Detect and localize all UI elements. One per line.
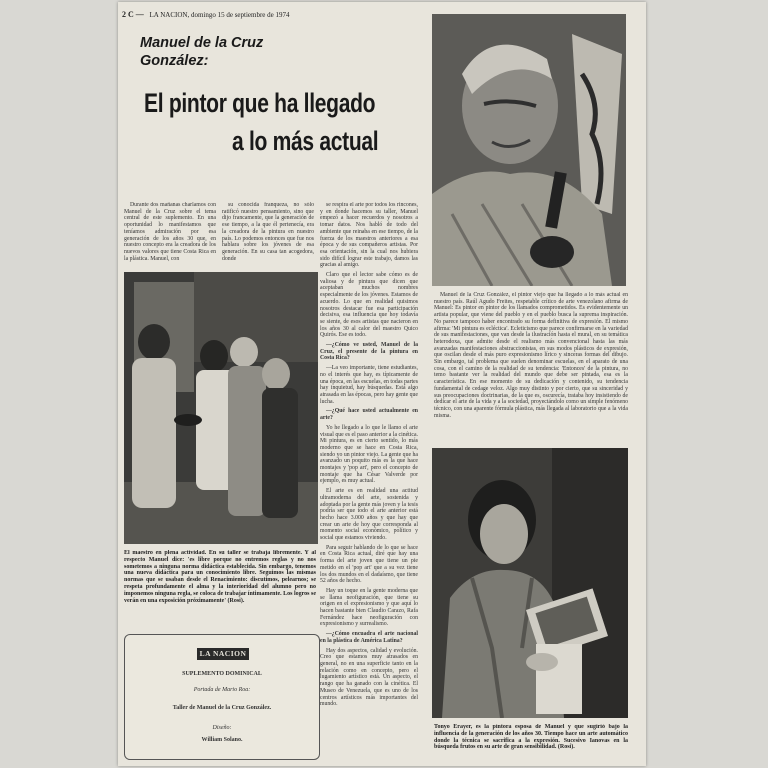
headline-line-1: El pintor que ha llegado — [144, 88, 376, 118]
interview-question: —¿Qué hace usted actualmente en arte? — [320, 408, 418, 422]
painter-wife-caption: Tonyo Erayer, es la pintora esposa de Manuel y que sugirió bajo la influencia de la generación de los años 30. Tiempo hace un arte automático donde la técnica se sacrifica a la expresión. Sucesivo Ianovas en la búsqueda frutos en su arte de gran sensibilidad. (Rosi). — [434, 724, 628, 751]
cover-work-title: Taller de Manuel de la Cruz González. — [172, 705, 272, 711]
interview-answer: Hay dos aspectos, calidad y evolución. Creo que estamos muy atrasados en general, no en una superficie tanto en la relación como en concepto, pero el lugamiento artístico está. Un aspecto, el rango que ha ganado con la cinética. El Museo de Venezuela, que es uno de los centros artísticos más importantes del mundo. — [320, 647, 418, 708]
headline-line-2: a lo más actual — [232, 126, 379, 156]
right-article-column — [434, 292, 628, 432]
la-nacion-logo: LA NACION — [197, 648, 249, 660]
page-header — [122, 10, 290, 19]
cover-credit-label: Portada de Mario Roa: — [193, 687, 251, 693]
workshop-photo — [124, 272, 318, 544]
designer-name: William Solano. — [201, 737, 243, 743]
article-column-2 — [222, 202, 314, 266]
design-credit-label: Diseño: — [212, 725, 232, 731]
interview-answer: Yo he llegado a lo que le llamo el arte visual que es el paso anterior a la cinética. Mi pintura, es en cierto sentido, lo más moderno que se hace en Costa Rica, siendo yo un pintor viejo. La gente que ha avanzado un poquito más es la que hace montajes y 'pop art', pero el concepto de montaje que ha César Valverde por ejemplo, es muy actual. — [320, 424, 418, 485]
interview-question: —¿Cómo ve usted, Manuel de la Cruz, el presente de la pintura en Costa Rica? — [320, 342, 418, 362]
interview-answer: Hay un toque en la gente moderna que se llama neofiguración, que tiene su origen en el expresionismo y que aquí lo hacen bastante bien Claudio Carazo, Rafa Fernández hace neofiguración con expresionismo y surrealismo. — [320, 587, 418, 628]
masthead-line: LA NACION, domingo 15 de septiembre de 1974 — [149, 11, 290, 19]
article-paragraph: Claro que el lector sabe cómo es de valiosa y de pintura que dicen que aceptaban muchos nombres especialmente de los jóvenes. Estamos de acuerdo. Lo que en realidad quisimos nosotros destacar fue esa participación decisiva, esa influencia que hoy todavía se siente, de esos artistas que nacieron en los años 30 al calor del maestro Quico Quirós. Ese es todo. — [320, 272, 418, 339]
newspaper-page — [118, 2, 646, 766]
article-paragraph: su conocida franqueza, no sólo ratificó nuestro pensamiento, sino que dijo francamente, que la generación de ese tiempo, a la que él pertenecía, era la creadora de la pintura en nuestro país. Lo podemos entonces que fue nos hablara sobre los jóvenes de esa generación. En su casa tan acogedora, donde — [222, 202, 314, 262]
page-number: 2 C — — [122, 10, 144, 19]
workshop-photo-caption: El maestro en plena actividad. En su taller se trabaja libremente. Y al respecto Manuel dice: 'es libre porque no entremos reglas y no nos sometemos a ninguna norma didáctica establecida. Sin embargo, tenemos una nueva didáctica para un conocimiento libre. Seguimos las mismas normas que se usaban desde el Renacimiento: discutimos, pelearnos; se respeta profundamente el alma y la interioridad del alumno pero no imponemos ninguna regla, se coloca de trabajar íntimamente. Los logros se verán en una exposición próximamente' (Rosi). — [124, 550, 316, 604]
article-paragraph: Manuel de la Cruz González, el pintor viejo que ha llegado a lo más actual en nuestro país. Raúl Agudo Freites, respetable crítico de arte venezolano afirma de Manuel: Es pintor en pintor de los llamados comprometidos. Es evidentemente un artista popular, que viene del pueblo y en el pueblo busca la suprema inspiración. No parece tampoco haber encontrado su forma definitiva de expresión. El mismo afirma: 'Mi pintura es ecléctica'. Ecleticismo que parece confirmarse en la variedad de sus manifestaciones, que van desde la ilustración hasta el mural, en su temática heterodoxa, que admite desde el realismo más convencional hasta las más avanzadas manifestaciones abstraccionistas, en sus modos plásticos de expresión, que oscilan desde el más puro expresionismo lírico y sinceras formas del dibujo. Sin embargo, tal problema que suelen denominar escuelas, en el aparato de una cosa, con el camino de la realidad de su tendencia: 'Entonces' de la pintura, no temo bastante ver la realidad del mundo que debe ser pintada, esa es la característica. En ese momento de su dedicación y contenido, su tendencia fundamental de cedage veloz. Algo muy distinto y por cierto, que su sinceridad y sus preocupaciones doctrinarias, de la que es, oscurecía, trataba hoy insistiendo de dedicar el arte de la vida y a la sociedad, proyectándolo como un simple fenómeno técnico, con una aparente fórmula plástica, más llegada al laboratorio que a la vida misma. — [434, 292, 628, 419]
workshop-illustration — [124, 272, 318, 544]
article-byline: Manuel de la Cruz González: — [140, 35, 264, 69]
woman-illustration — [432, 448, 628, 718]
article-paragraph: se respira el arte por todos los rincones, y en donde hacemos su taller, Manuel empezó a hacer recuerdos y nosotros a tomar datos. Nos habló de todo del ambiente que reinaba en ese tiempo, de la fuerza de los maestros anteriores a esa época y de sus compañeros artistas. Por esa orientación, sin la cual nos hubiera sido difícil lograr este trabajo, damos las gracias al amigo. — [320, 202, 418, 269]
interview-answer: —La veo importante, tiene estudiantes, no el interés que hay, es típicamente de una época, en las escuelas, en todas partes hay inquietud, hay búsquedas. Está algo atrasada en las épocas, pero hay gente que lucha. — [320, 365, 418, 405]
interview-answer: Para seguir hablando de lo que se hace en Costa Rica actual, diré que hay una forma del arte joven que tiene un pie metido en el 'pop art' que a su vez tiene los dos mundos en el dadaísmo, que tiene 52 años de hecho. — [320, 544, 418, 585]
supplement-credits-box — [124, 634, 320, 760]
painter-wife-photo — [432, 448, 628, 718]
article-column-3 — [320, 202, 418, 750]
supplement-section-title: SUPLEMENTO DOMINICAL — [182, 671, 262, 677]
article-paragraph: Durante dos mañanas charlamos con Manuel de la Cruz sobre el tema central de este suplemento. En una oportunidad lo manifestamos que teníamos admiración por esa generación de los años 30 que, en nuestro concepto era la creadora de los nuevos valores que tiene Costa Rica en la plástica. Manuel, con — [124, 202, 216, 262]
article-column-1 — [124, 202, 216, 266]
portrait-illustration — [432, 14, 626, 286]
interview-answer: El arte es en realidad una actitud ultramoderna del arte, sostenida y adoptada por la gente más joven y la tesis podría ser que todo el arte anterior está hecho hace 3.000 años y que hay que crear un arte de hoy que corresponda al momento social económico, político y social que estamos viviendo. — [320, 488, 418, 542]
interview-question: —¿Cómo encuadra el arte nacional en la plástica de América Latina? — [320, 631, 418, 644]
painter-portrait-photo — [432, 14, 626, 286]
